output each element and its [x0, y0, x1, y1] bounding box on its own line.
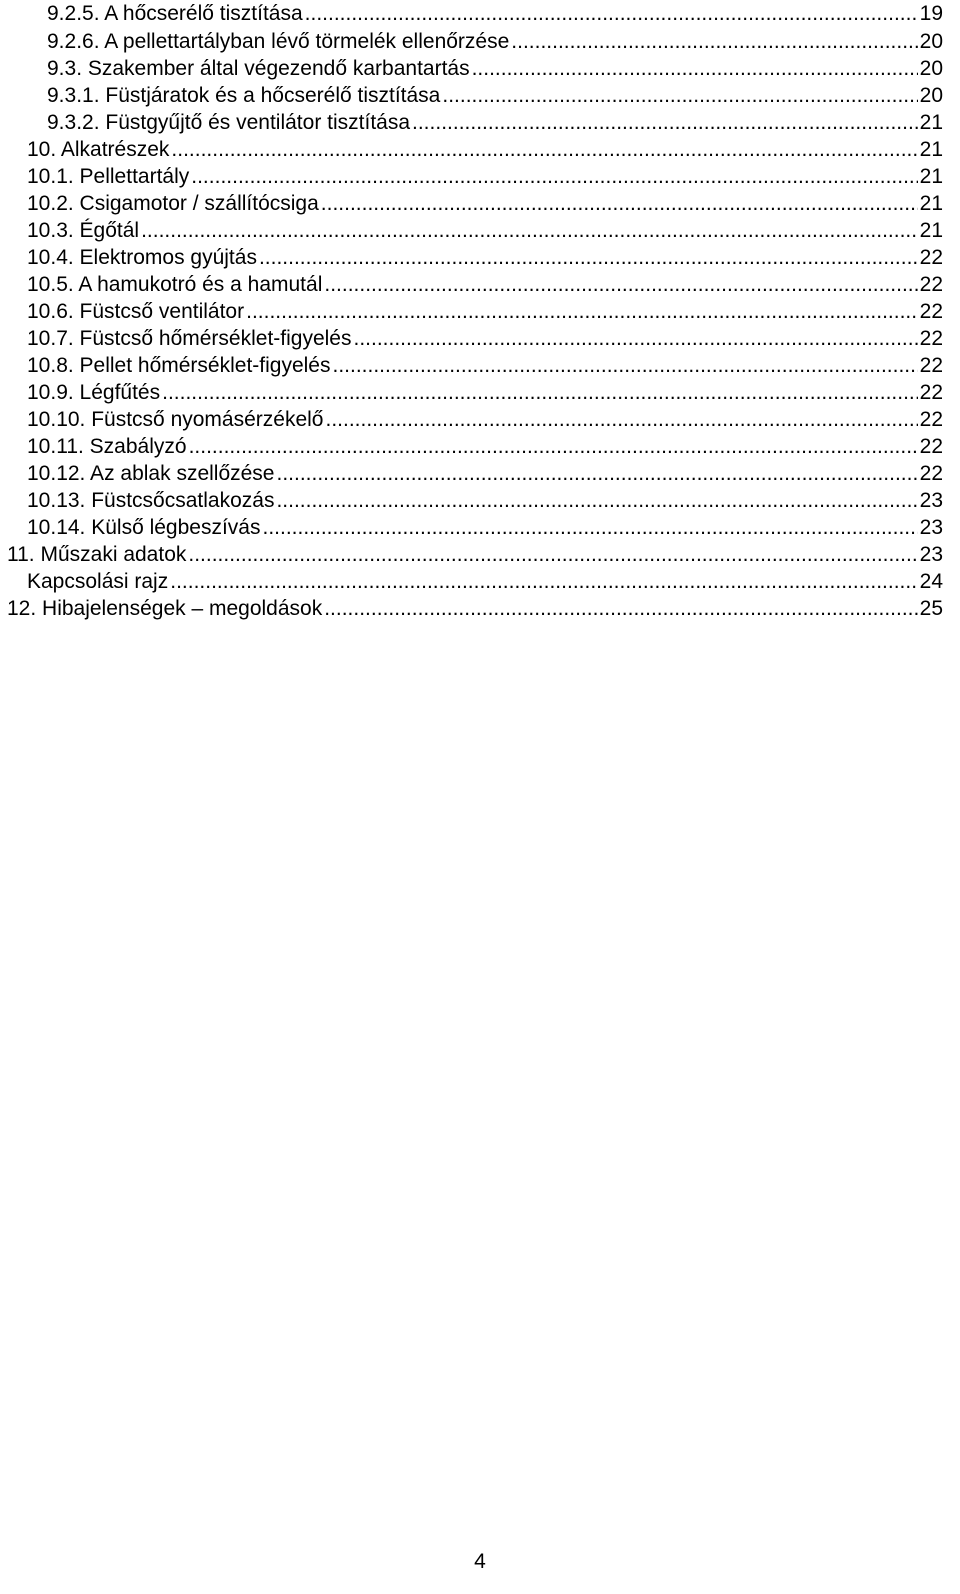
toc-entry-page: 22: [919, 435, 943, 458]
toc-dot-leader: [191, 163, 917, 191]
toc-entry[interactable]: [27, 271, 943, 299]
toc-dot-leader: [324, 271, 917, 299]
toc-entry[interactable]: [47, 55, 943, 83]
toc-entry-title: 10.13. Füstcsőcsatlakozás: [27, 489, 275, 512]
toc-dot-leader: [259, 244, 918, 272]
toc-entry[interactable]: [47, 28, 943, 56]
toc-entry-title: 9.3.1. Füstjáratok és a hőcserélő tisztítása: [47, 84, 441, 107]
toc-dot-leader: [511, 28, 917, 56]
toc-entry[interactable]: [27, 136, 943, 164]
toc-entry-title: 10.11. Szabályzó: [27, 435, 187, 458]
toc-dot-leader: [188, 541, 917, 569]
toc-entry[interactable]: [47, 109, 943, 137]
toc-entry-title: 10.12. Az ablak szellőzése: [27, 462, 275, 485]
toc-entry[interactable]: [27, 568, 943, 596]
toc-entry-page: 22: [919, 354, 943, 377]
toc-dot-leader: [262, 514, 917, 542]
toc-entry-title: 10.1. Pellettartály: [27, 165, 190, 188]
toc-entry-title: 9.3. Szakember által végezendő karbantartás: [47, 57, 470, 80]
toc-dot-leader: [170, 568, 917, 596]
toc-entry[interactable]: [27, 163, 943, 191]
toc-entry-page: 23: [919, 543, 943, 566]
toc-entry-page: 23: [919, 489, 943, 512]
toc-entry[interactable]: [27, 298, 943, 326]
toc-entry-title: 10.3. Égőtál: [27, 219, 140, 242]
toc-entry[interactable]: [47, 82, 943, 110]
toc-dot-leader: [324, 595, 917, 623]
toc-entry-page: 22: [919, 246, 943, 269]
toc-entry-page: 23: [919, 516, 943, 539]
toc-entry-page: 21: [919, 165, 943, 188]
toc-entry-page: 21: [919, 111, 943, 134]
toc-entry[interactable]: [27, 514, 943, 542]
toc-entry-title: 10.14. Külső légbeszívás: [27, 516, 261, 539]
toc-entry[interactable]: [27, 244, 943, 272]
toc-entry-title: 10.5. A hamukotró és a hamutál: [27, 273, 323, 296]
toc-dot-leader: [276, 487, 917, 515]
toc-dot-leader: [246, 298, 918, 326]
toc-entry[interactable]: [27, 379, 943, 407]
toc-entry[interactable]: [27, 406, 943, 434]
toc-entry-page: 22: [919, 327, 943, 350]
toc-entry[interactable]: [27, 460, 943, 488]
toc-dot-leader: [442, 82, 917, 110]
toc-dot-leader: [412, 109, 918, 137]
toc-dot-leader: [353, 325, 917, 353]
toc-dot-leader: [333, 352, 918, 380]
toc-dot-leader: [189, 433, 918, 461]
toc-entry-page: 25: [919, 597, 943, 620]
toc-entry[interactable]: [27, 352, 943, 380]
toc-entry-page: 24: [919, 570, 943, 593]
toc-entry-title: 9.3.2. Füstgyűjtő és ventilátor tisztítása: [47, 111, 411, 134]
toc-entry-page: 21: [919, 219, 943, 242]
toc-dot-leader: [321, 190, 918, 218]
toc-entry-page: 20: [919, 57, 943, 80]
toc-entry-title: Kapcsolási rajz: [27, 570, 169, 593]
toc-entry-title: 10.4. Elektromos gyújtás: [27, 246, 257, 269]
toc-entry-title: 10.9. Légfűtés: [27, 381, 161, 404]
toc-dot-leader: [171, 136, 917, 164]
toc-entry-title: 10.6. Füstcső ventilátor: [27, 300, 245, 323]
toc-entry-title: 9.2.5. A hőcserélő tisztítása: [47, 2, 303, 25]
toc-entry-page: 19: [919, 2, 943, 25]
toc-entry[interactable]: [7, 595, 943, 623]
toc-entry-title: 10.7. Füstcső hőmérséklet-figyelés: [27, 327, 352, 350]
toc-entry[interactable]: [47, 0, 943, 28]
toc-entry-page: 20: [919, 84, 943, 107]
toc-entry-page: 22: [919, 381, 943, 404]
toc-entry-page: 22: [919, 273, 943, 296]
toc-entry-page: 22: [919, 300, 943, 323]
toc-entry[interactable]: [27, 217, 943, 245]
toc-entry-title: 10. Alkatrészek: [27, 138, 170, 161]
page-number: 4: [474, 1550, 486, 1573]
toc-entry-page: 21: [919, 192, 943, 215]
toc-entry-title: 10.10. Füstcső nyomásérzékelő: [27, 408, 324, 431]
toc-entry-title: 12. Hibajelenségek – megoldások: [7, 597, 323, 620]
toc-dot-leader: [277, 460, 918, 488]
toc-entry-title: 10.2. Csigamotor / szállítócsiga: [27, 192, 319, 215]
toc-entry[interactable]: [7, 541, 943, 569]
toc-entry-title: 11. Műszaki adatok: [7, 543, 187, 566]
toc-dot-leader: [325, 406, 917, 434]
toc-entry-title: 9.2.6. A pellettartályban lévő törmelék ellenőrzése: [47, 30, 510, 53]
toc-dot-leader: [141, 217, 918, 245]
toc-entry-page: 21: [919, 138, 943, 161]
toc-entry-title: 10.8. Pellet hőmérséklet-figyelés: [27, 354, 331, 377]
toc-entry[interactable]: [27, 433, 943, 461]
toc-entry[interactable]: [27, 487, 943, 515]
toc-entry-page: 20: [919, 30, 943, 53]
toc-entry[interactable]: [27, 190, 943, 218]
toc-entry[interactable]: [27, 325, 943, 353]
toc-entry-page: 22: [919, 462, 943, 485]
toc-dot-leader: [472, 55, 918, 83]
toc-dot-leader: [305, 0, 918, 28]
toc-entry-page: 22: [919, 408, 943, 431]
toc-dot-leader: [162, 379, 918, 407]
